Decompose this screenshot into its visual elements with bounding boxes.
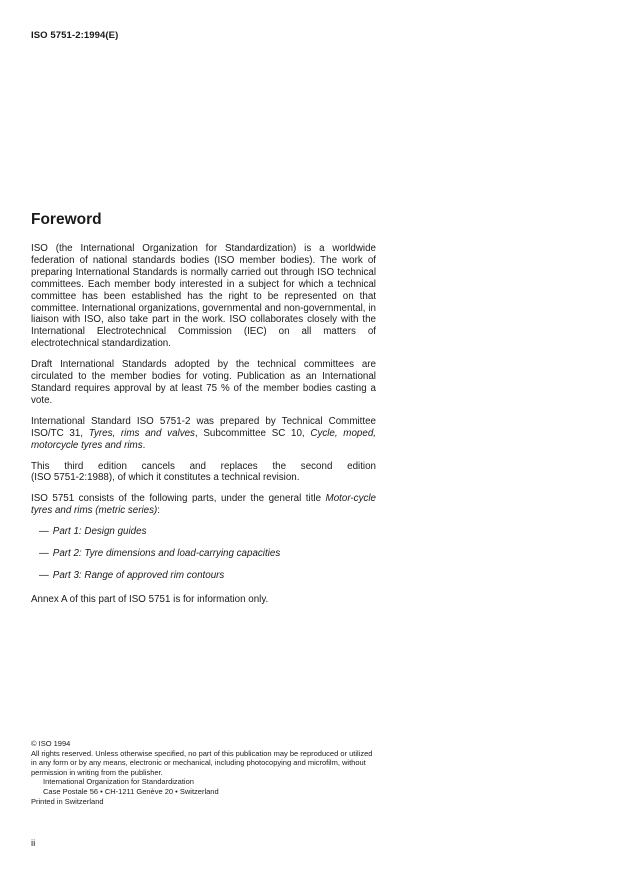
document-id-header: ISO 5751-2:1994(E) [31,30,119,41]
section-title: Foreword [31,211,102,228]
rights-statement: All rights reserved. Unless otherwise specified, no part of this publication may be reproduced or utilized in any form or by any means, electronic or mechanical, including photocopying and microfilm, without permission in writing from the publisher. [31,748,373,777]
paragraph-edition-line1: This third edition cancels and replaces the second edition [31,460,376,472]
paragraph-annex-note: Annex A of this part of ISO 5751 is for information only. [31,593,269,605]
paragraph-parts-intro [31,493,376,517]
p5-text-a: ISO 5751 consists of the following parts, under the general title [31,493,326,505]
copyright-line: © ISO 1994 [31,739,71,748]
list-item [39,548,376,560]
page-number: ii [31,838,36,849]
paragraph-iso-intro: ISO (the International Organization for Standardization) is a worldwide federation of national standards bodies (ISO member bodies). The work of preparing International Standards is normally carried out through ISO technical committees. Each member body interested in a subject for which a technical committee has been established has the right to be represented on that committee. International organizations, governmental and non-governmental, in liaison with ISO, also take part in the work. ISO collaborates closely with the International Electrotechnical Commission (IEC) on all matters of electrotechnical standardization. [31,243,376,350]
parts-list [31,526,376,582]
list-item [39,570,376,582]
printed-location: Printed in Switzerland [31,796,104,806]
p3-text-e: . [142,439,146,451]
p5-text-c: : [157,505,161,517]
list-item [39,526,376,538]
copyright-block [31,739,377,806]
p3-text-c: , Subcommittee SC 10, [194,427,311,439]
paragraph-draft-standards: Draft International Standards adopted by the technical committees are circulated to the member bodies for voting. Publication as an International Standard requires approval by at least 75 % of the member bodies casting a vote. [31,359,376,406]
part-3-label: Part 3: Range of approved rim contours [52,569,225,581]
p3-subcommittee-title: Cycle, moped, motorcycle tyres and rims [31,427,376,451]
part-2-label: Part 2: Tyre dimensions and load-carrying capacities [52,548,281,560]
p5-general-title: Motor-cycle tyres and rims (metric series) [31,493,376,517]
dash-marker: — [39,548,49,560]
organization-name: International Organization for Standardization [43,777,194,787]
part-1-label: Part 1: Design guides [52,526,147,538]
organization-address: Case Postale 56 • CH-1211 Genève 20 • Switzerland [43,786,219,796]
paragraph-preparation [31,416,376,452]
p3-text-a: International Standard ISO 5751-2 was prepared by Technical Committee ISO/TC 31, [31,415,376,439]
dash-marker: — [39,526,49,538]
paragraph-edition-line2: (ISO 5751-2:1988), of which it constitutes a technical revision. [31,472,300,484]
p3-committee-title: Tyres, rims and valves [88,427,195,439]
dash-marker: — [39,569,49,581]
foreword-body [31,243,376,615]
